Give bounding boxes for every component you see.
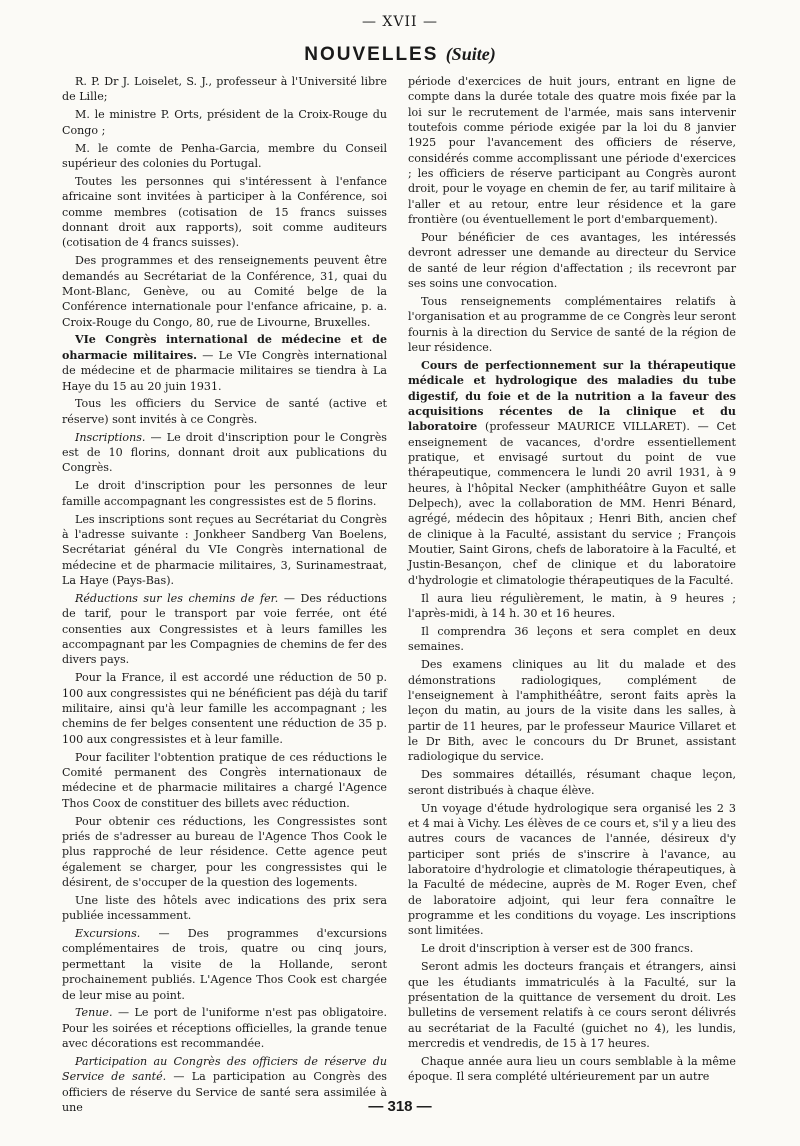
paragraph-text: Il comprendra 36 leçons et sera complet en deux semaines. [408, 625, 736, 654]
paragraph-text: — Le VIe Congrès international de médecine et de pharmacie militaires se tiendra à La Haye du 15 au 20 juin 1931. [62, 348, 387, 393]
italic-subheading: Participation au Congrès des officiers de réserve du Service de santé. [62, 1055, 387, 1084]
italic-subheading: Excursions. [75, 927, 141, 941]
section-heading: Cours de perfectionnement sur la thérapeutique médicale et hydrologique des maladies du tube digestif, du foie et de la nutrition a la faveur des acquisitions récentes de la clinique et du laboratoire [408, 358, 736, 434]
paragraph [62, 396, 387, 427]
right-column [408, 74, 736, 1087]
italic-subheading: Réductions sur les chemins de fer. [75, 591, 279, 605]
paragraph [408, 801, 736, 939]
paragraph [408, 591, 736, 622]
paragraph [62, 814, 387, 891]
paragraph-text: Seront admis les docteurs français et étrangers, ainsi que les étudiants immatriculés à la Faculté, sur la présentation de la quittance de versement du droit. Les bulletins de versement relatifs à ce cours seront délivrés au secrétariat de la Faculté (guichet no 4), les lundis, mercredis et vendredis, de 15 à 17 heures. [408, 960, 736, 1050]
paragraph-text: Tous renseignements complémentaires relatifs à l'organisation et au programme de ce Congrès leur seront fournis à la direction du Service de santé de la région de leur résidence. [408, 295, 736, 355]
paragraph-text: — Le port de l'uniforme n'est pas obligatoire. Pour les soirées et réceptions officielles, la grande tenue avec décorations est recommandée. [62, 1006, 387, 1051]
paragraph [408, 1054, 736, 1085]
paragraph-text: Le droit d'inscription à verser est de 300 francs. [421, 942, 694, 956]
paragraph [408, 941, 736, 956]
paragraph-text: Pour bénéficier de ces avantages, les intéressés devront adresser une demande au directeur du Service de santé de leur région d'affectation ; ils recevront par ses soins une convocation. [408, 231, 736, 291]
paragraph [408, 767, 736, 798]
paragraph [408, 358, 736, 588]
paragraph [62, 750, 387, 811]
paragraph [62, 478, 387, 509]
paragraph [408, 657, 736, 764]
paragraph-text: Les inscriptions sont reçues au Secrétariat du Congrès à l'adresse suivante : Jonkheer Sandberg Van Boelens, Secrétariat général du VIe Congrès international de médecine et de pharmacie militaires, 3, Surinamestraat, La Haye (Pays-Bas). [62, 512, 387, 587]
paragraph [62, 74, 387, 105]
paragraph-text: M. le ministre P. Orts, président de la Croix-Rouge du Congo ; [62, 108, 387, 137]
paragraph-text: Une liste des hôtels avec indications des prix sera publiée incessamment. [62, 893, 387, 923]
left-column [62, 74, 387, 1118]
paragraph-text: Pour la France, il est accordé une réduction de 50 p. 100 aux congressistes qui ne bénéficient pas déjà du tarif militaire, ainsi qu'à leur famille les accompagnant ; les chemins de fer belges consentent une réduction de 35 p. 100 aux congressistes et à leur famille. [62, 671, 387, 746]
paragraph-text: (professeur MAURICE VILLARET). — Cet enseignement de vacances, d'ordre essentiellement pratique, et envisagé surtout du point de vue thérapeutique, commencera le lundi 20 avril 1931, à 9 heures, à l'hôpital Necker (amphithéâtre Guyon et salle Delpech), avec la collaboration de MM. Henri Bénard, agrégé, médecin des hôpitaux ; Henri Bith, ancien chef de clinique à la Faculté, assistant du service ; François Moutier, Saint Girons, chefs de laboratoire à la Faculté, et Justin-Besançon, chef de clinique et du laboratoire d'hydrologie et climatologie thérapeutiques de la Faculté. [408, 420, 736, 587]
paragraph-text: Toutes les personnes qui s'intéressent à l'enfance africaine sont invitées à participer à la Conférence, soi comme membres (cotisation de 15 francs suisses donnant droit aux rapports), soit comme auditeurs (cotisation de 4 francs suisses). [62, 174, 387, 250]
paragraph [62, 1005, 387, 1051]
paragraph-text: Des sommaires détaillés, résumant chaque leçon, seront distribués à chaque élève. [408, 768, 736, 797]
page-title [0, 44, 800, 66]
paragraph [62, 512, 387, 589]
paragraph [408, 74, 736, 227]
italic-subheading: Inscriptions. [75, 430, 146, 444]
paragraph [62, 926, 387, 1003]
paragraph [408, 230, 736, 291]
paragraph [62, 174, 387, 251]
paragraph-text: Des programmes et des renseignements peuvent être demandés au Secrétariat de la Conférence, 31, quai du Mont-Blanc, Genève, ou au Comité belge de la Conférence internationale pour l'enfance africaine, p. a. Croix-Rouge du Congo, 80, rue de Livourne, Bruxelles. [62, 254, 387, 329]
paragraph-text: Tous les officiers du Service de santé (active et réserve) sont invités à ce Congrès. [62, 397, 387, 426]
paragraph-text: — Le droit d'inscription pour le Congrès est de 10 florins, donnant droit aux publications du Congrès. [62, 430, 387, 475]
paragraph [408, 959, 736, 1051]
paragraph [62, 591, 387, 668]
paragraph [62, 332, 387, 393]
paragraph [408, 294, 736, 355]
paragraph [62, 430, 387, 476]
roman-page-numeral: — XVII — [361, 14, 439, 30]
paragraph-text: Pour faciliter l'obtention pratique de ces réductions le Comité permanent des Congrès internationaux de médecine et de pharmacie militaires a chargé l'Agence Thos Coox de constituer des billets avec réduction. [62, 750, 387, 810]
paragraph-text: — Des réductions de tarif, pour le transport par voie ferrée, ont été consenties aux Congressistes et à leurs familles les accompagnant par les Compagnies de chemins de fer des divers pays. [62, 591, 387, 667]
paragraph-text: Il aura lieu régulièrement, le matin, à 9 heures ; l'après-midi, à 14 h. 30 et 16 heures. [408, 591, 736, 621]
title-text: NOUVELLES [304, 44, 439, 65]
paragraph-text: période d'exercices de huit jours, entrant en ligne de compte dans la durée totale des quatre mois fixée par la loi sur le recrutement de l'armée, mais sans intervenir toutefois comme période exigée par la loi du 8 janvier 1925 pour l'avancement des officiers de réserve, considérés comme accomplissant une période d'exercices ; les officiers de réserve participant au Congrès auront droit, pour le voyage en chemin de fer, au tarif militaire à l'aller et au retour, entre leur résidence et la gare frontière (ou éventuellement le port d'embarquement). [408, 75, 736, 227]
paragraph-text: Pour obtenir ces réductions, les Congressistes sont priés de s'adresser au bureau de l'Agence Thos Cook le plus rapproché de leur résidence. Cette agence peut également se charger, pour les congressistes qui le désirent, de s'occuper de la question des logements. [62, 814, 387, 889]
italic-subheading: Tenue. [75, 1006, 113, 1020]
paragraph-text: R. P. Dr J. Loiselet, S. J., professeur à l'Université libre de Lille; [62, 75, 387, 104]
paragraph [62, 253, 387, 330]
paragraph [62, 107, 387, 138]
title-suffix: (Suite) [445, 44, 496, 64]
paragraph-text: — La participation au Congrès des officiers de réserve du Service de santé sera assimilée à une [62, 1070, 387, 1115]
paragraph [408, 624, 736, 655]
paragraph-text: Le droit d'inscription pour les personnes de leur famille accompagnant les congressistes est de 5 florins. [62, 479, 387, 508]
paragraph [62, 141, 387, 172]
paragraph [62, 893, 387, 924]
section-heading: VIe Congrès international de médecine et de oharmacie militaires. [62, 333, 387, 362]
paragraph-text: Des examens cliniques au lit du malade et des démonstrations radiologiques, complément de l'enseignement à l'amphithéâtre, seront faits après la leçon du matin, au jours de la visite dans les salles, à partir de 11 heures, par le professeur Maurice Villaret et le Dr Bith, avec le concours du Dr Brunet, assistant radiologique du service. [408, 658, 736, 764]
paragraph [62, 670, 387, 747]
page-number: — 318 — [368, 1098, 432, 1115]
paragraph-text: Un voyage d'étude hydrologique sera organisé les 2 3 et 4 mai à Vichy. Les élèves de ce cours et, s'il y a lieu des autres cours de vacances de l'année, désireux d'y participer sont priés de s'inscrire à l'avance, au laboratoire d'hydrologie et climatologie thérapeutiques, à la Faculté de médecine, auprès de M. Roger Even, chef de laboratoire adjoint, qui leur fera connaître le programme et les conditions du voyage. Les inscriptions sont limitées. [408, 801, 736, 938]
paragraph-text: Chaque année aura lieu un cours semblable à la même époque. Il sera complété ultérieurement par un autre [408, 1054, 736, 1084]
paragraph-text: — Des programmes d'excursions complémentaires de trois, quatre ou cinq jours, permettant la visite de la Hollande, seront prochainement publiés. L'Agence Thos Cook est chargée de leur mise au point. [62, 927, 387, 1002]
paragraph-text: M. le comte de Penha-Garcia, membre du Conseil supérieur des colonies du Portugal. [62, 141, 387, 170]
